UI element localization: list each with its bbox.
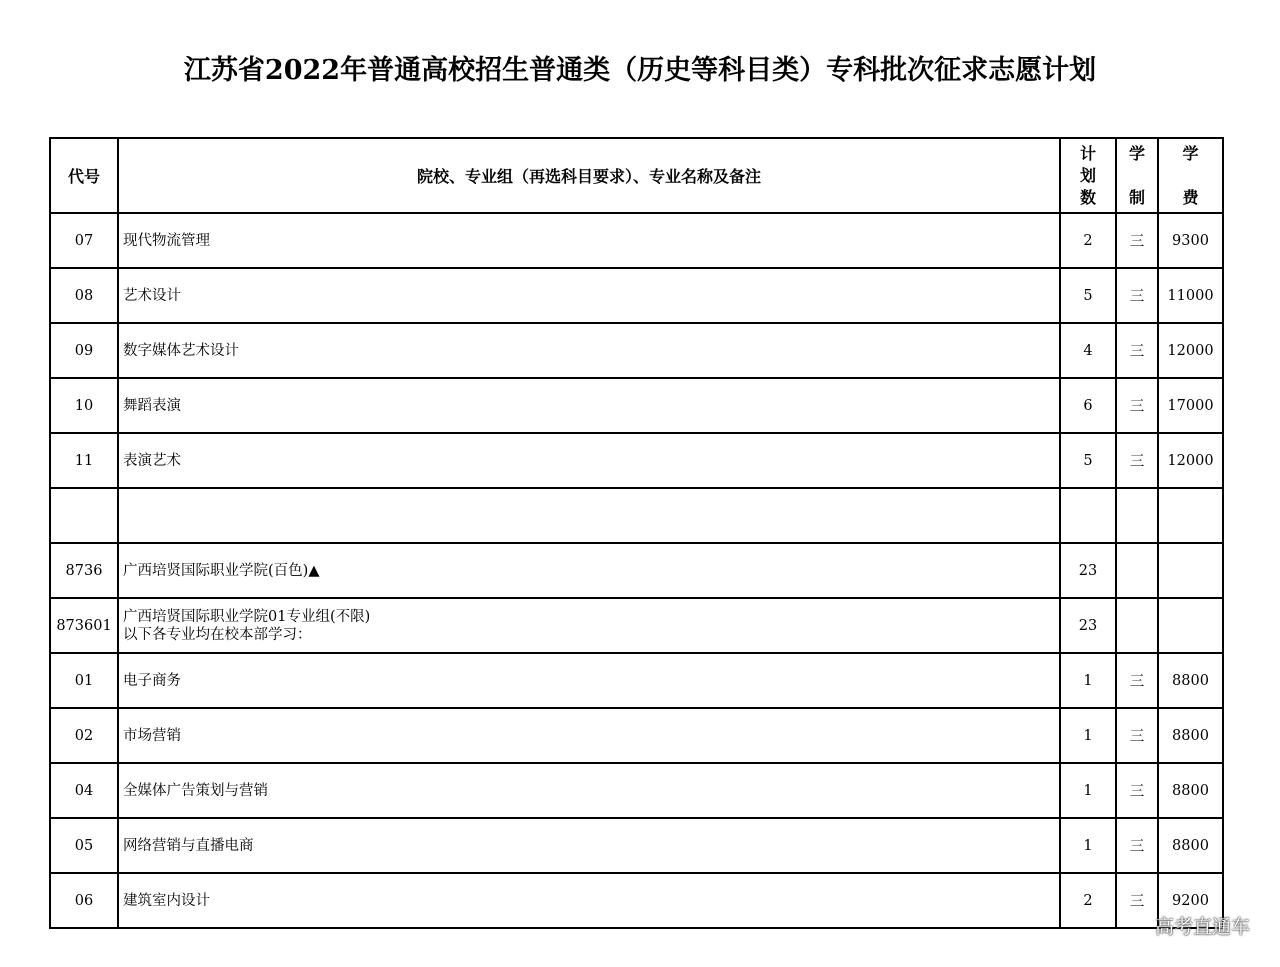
cell-fee [1158, 598, 1223, 653]
cell-plan: 1 [1060, 653, 1116, 708]
header-fee-char: 学 [1182, 143, 1199, 163]
cell-name [118, 323, 1060, 378]
cell-plan: 23 [1060, 543, 1116, 598]
cell-plan: 1 [1060, 818, 1116, 873]
cell-code: 8736 [50, 543, 118, 598]
cell-code [50, 488, 118, 543]
cell-fee: 8800 [1158, 763, 1223, 818]
cell-fee: 12000 [1158, 323, 1223, 378]
cell-code: 10 [50, 378, 118, 433]
cell-years: 三 [1116, 213, 1158, 268]
header-name: 院校、专业组（再选科目要求）、专业名称及备注 [118, 138, 1060, 213]
cell-name [118, 543, 1060, 598]
cell-code: 06 [50, 873, 118, 928]
cell-name [118, 763, 1060, 818]
cell-name-line: 数字媒体艺术设计 [123, 342, 239, 359]
table-row [50, 543, 1223, 598]
cell-fee: 8800 [1158, 653, 1223, 708]
table-row [50, 488, 1223, 543]
cell-name [118, 433, 1060, 488]
table-row [50, 653, 1223, 708]
cell-name-line: 表演艺术 [123, 452, 181, 469]
cell-code: 01 [50, 653, 118, 708]
cell-name [118, 818, 1060, 873]
table-header-row [50, 138, 1223, 213]
cell-name [118, 653, 1060, 708]
cell-plan: 5 [1060, 268, 1116, 323]
cell-name-line: 艺术设计 [123, 287, 181, 304]
header-plan [1060, 138, 1116, 213]
table-row [50, 323, 1223, 378]
cell-years: 三 [1116, 268, 1158, 323]
cell-code: 02 [50, 708, 118, 763]
cell-fee: 8800 [1158, 818, 1223, 873]
header-code: 代号 [50, 138, 118, 213]
cell-fee [1158, 543, 1223, 598]
cell-plan: 1 [1060, 708, 1116, 763]
cell-years [1116, 598, 1158, 653]
cell-name-line: 网络营销与直播电商 [123, 837, 254, 854]
cell-fee: 11000 [1158, 268, 1223, 323]
header-years-char: 制 [1128, 187, 1145, 207]
cell-years: 三 [1116, 323, 1158, 378]
cell-name-line: 广西培贤国际职业学院01专业组(不限) [123, 608, 371, 625]
cell-years [1116, 543, 1158, 598]
table-row [50, 818, 1223, 873]
cell-name-line: 电子商务 [123, 672, 181, 689]
cell-name [118, 873, 1060, 928]
table-row [50, 763, 1223, 818]
table-row [50, 378, 1223, 433]
table-row [50, 433, 1223, 488]
cell-years: 三 [1116, 378, 1158, 433]
cell-fee: 9200 [1158, 873, 1223, 928]
cell-code: 05 [50, 818, 118, 873]
header-plan-char: 划 [1079, 165, 1096, 185]
cell-code: 11 [50, 433, 118, 488]
cell-plan: 1 [1060, 763, 1116, 818]
watermark: 高考直通车 [1154, 916, 1250, 938]
table-row [50, 598, 1223, 653]
table-row [50, 708, 1223, 763]
cell-years: 三 [1116, 653, 1158, 708]
table-row [50, 268, 1223, 323]
cell-name-line: 市场营销 [123, 727, 181, 744]
cell-name-line: 广西培贤国际职业学院(百色)▲ [123, 562, 320, 579]
cell-code: 873601 [50, 598, 118, 653]
cell-name-note: 以下各专业均在校本部学习： [123, 626, 312, 643]
header-plan-char: 数 [1079, 187, 1096, 207]
cell-years: 三 [1116, 763, 1158, 818]
cell-fee: 17000 [1158, 378, 1223, 433]
cell-name [118, 708, 1060, 763]
cell-code: 07 [50, 213, 118, 268]
header-plan-char: 计 [1079, 143, 1096, 163]
cell-fee: 12000 [1158, 433, 1223, 488]
cell-plan: 5 [1060, 433, 1116, 488]
table-row [50, 213, 1223, 268]
header-fee-char: 费 [1182, 187, 1199, 207]
plan-table [49, 137, 1224, 929]
cell-years [1116, 488, 1158, 543]
cell-name [118, 268, 1060, 323]
cell-years: 三 [1116, 818, 1158, 873]
cell-years: 三 [1116, 873, 1158, 928]
cell-code: 08 [50, 268, 118, 323]
cell-plan: 2 [1060, 213, 1116, 268]
cell-plan: 23 [1060, 598, 1116, 653]
cell-plan: 2 [1060, 873, 1116, 928]
header-fee [1158, 138, 1223, 213]
cell-name [118, 378, 1060, 433]
cell-name-line: 全媒体广告策划与营销 [123, 782, 268, 799]
cell-name [118, 598, 1060, 653]
cell-fee [1158, 488, 1223, 543]
cell-name [118, 488, 1060, 543]
cell-plan [1060, 488, 1116, 543]
cell-years: 三 [1116, 708, 1158, 763]
cell-years: 三 [1116, 433, 1158, 488]
cell-plan: 6 [1060, 378, 1116, 433]
cell-plan: 4 [1060, 323, 1116, 378]
cell-name-line: 现代物流管理 [123, 232, 210, 249]
cell-name-line: 建筑室内设计 [123, 892, 210, 909]
page-title: 江苏省2022年普通高校招生普通类（历史等科目类）专科批次征求志愿计划 [183, 55, 1097, 86]
cell-name [118, 213, 1060, 268]
header-years [1116, 138, 1158, 213]
cell-name-line: 舞蹈表演 [123, 397, 181, 414]
header-years-char: 学 [1128, 143, 1145, 163]
cell-code: 04 [50, 763, 118, 818]
table-row [50, 873, 1223, 928]
cell-fee: 8800 [1158, 708, 1223, 763]
cell-fee: 9300 [1158, 213, 1223, 268]
cell-code: 09 [50, 323, 118, 378]
